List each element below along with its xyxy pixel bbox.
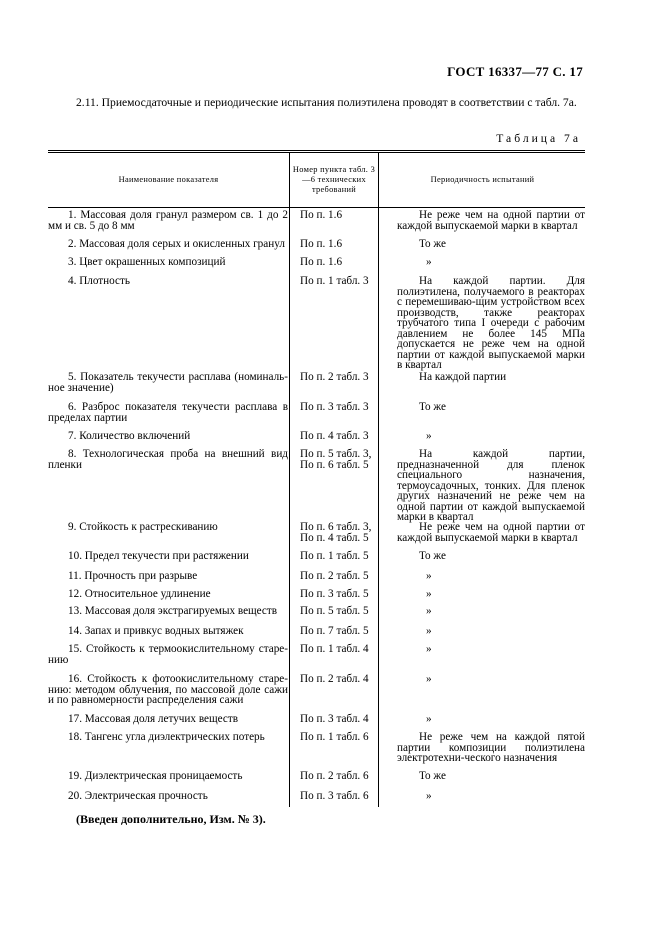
row-clause: По п. 3 табл. 6 — [300, 790, 369, 802]
row-periodicity: Не реже чем на каждой пятой партии композиции полиэтилена электротехни-ческого назначения — [397, 731, 585, 764]
row-indicator: 8. Технологическая проба на внешний вид пленки — [48, 448, 288, 471]
row-clause: По п. 3 табл. 4 — [300, 713, 369, 725]
row-periodicity: » — [426, 256, 432, 268]
row-periodicity: » — [426, 673, 432, 685]
row-indicator: 7. Количество включений — [68, 430, 191, 442]
row-clause: По п. 2 табл. 5 — [300, 570, 369, 582]
table-caption: Таблица 7а — [496, 132, 581, 145]
row-indicator: 13. Массовая доля экстрагируемых веществ — [68, 605, 278, 617]
column-header-periodicity: Периодичность испытаний — [430, 175, 535, 184]
row-clause: По п. 4 табл. 3 — [300, 430, 369, 442]
row-clause: По п. 1.6 — [300, 256, 343, 268]
row-periodicity: » — [426, 588, 432, 600]
row-indicator: 15. Стойкость к термоокислительному старе-нию — [48, 643, 288, 666]
row-periodicity: Не реже чем на одной партии от каждой выпускаемой марки в квартал — [397, 521, 585, 544]
column-header-clause: Номер пункта табл. 3—6 технических требований — [292, 165, 376, 194]
row-indicator: 14. Запах и привкус водных вытяжек — [68, 625, 244, 637]
row-indicator: 20. Электрическая прочность — [68, 790, 208, 802]
row-indicator: 6. Разброс показателя текучести расплава в пределах партии — [48, 401, 288, 424]
row-periodicity: » — [426, 430, 432, 442]
row-periodicity: На каждой партии. Для полиэтилена, получаемого в реакторах с перемешиваю-щим устройством всех производств, также реакторах трубчатого типа I очереди с рабочим давлением не более 145 МПа допускается не реже чем на одной партии от каждой выпускаемой марки в квартал — [397, 275, 585, 371]
row-clause: По п. 3 табл. 3 — [300, 401, 369, 413]
row-clause: По п. 7 табл. 5 — [300, 625, 369, 637]
row-periodicity: » — [426, 790, 432, 802]
row-periodicity: » — [426, 625, 432, 637]
intro-paragraph: 2.11. Приемосдаточные и периодические испытания полиэтилена проводят в соответствии с табл. 7а. — [76, 96, 577, 109]
page-header: ГОСТ 16337—77 С. 17 — [447, 64, 583, 79]
row-clause: По п. 1 табл. 6 — [300, 731, 369, 743]
row-clause: По п. 1 табл. 5 — [300, 550, 369, 562]
body-divider-2 — [378, 207, 379, 807]
row-indicator: 19. Диэлектрическая проницаемость — [68, 770, 243, 782]
row-indicator: 12. Относительное удлинение — [68, 588, 211, 600]
row-periodicity: » — [426, 713, 432, 725]
row-indicator: 5. Показатель текучести расплава (номиналь-ное значение) — [48, 371, 288, 394]
row-periodicity: То же — [419, 238, 446, 250]
row-clause: По п. 5 табл. 5 — [300, 605, 369, 617]
row-clause: По п. 1.6 — [300, 209, 343, 221]
row-periodicity: » — [426, 570, 432, 582]
row-periodicity: То же — [419, 770, 446, 782]
row-periodicity: На каждой партии, предназначенной для пленок специального назначения, термоусадочных, тонких. Для пленок других назначений не реже чем на одной партии от каждой выпускаемой марки в квартал — [397, 448, 585, 523]
row-indicator: 2. Массовая доля серых и окисленных гранул — [68, 238, 285, 250]
row-indicator: 17. Массовая доля летучих веществ — [68, 713, 238, 725]
row-indicator: 11. Прочность при разрыве — [68, 570, 198, 582]
row-clause: По п. 3 табл. 5 — [300, 588, 369, 600]
row-clause: По п. 2 табл. 4 — [300, 673, 369, 685]
amendment-note: (Введен дополнительно, Изм. № 3). — [76, 812, 266, 826]
header-bottom-rule — [48, 207, 585, 208]
header-divider-2 — [378, 152, 379, 208]
row-indicator: 10. Предел текучести при растяжении — [68, 550, 249, 562]
row-clause: По п. 5 табл. 3, По п. 6 табл. 5 — [300, 448, 372, 471]
row-periodicity: Не реже чем на одной партии от каждой выпускаемой марки в квартал — [397, 209, 585, 232]
header-divider-1 — [289, 152, 290, 208]
row-indicator: 1. Массовая доля гранул размером св. 1 до 2 мм и св. 5 до 8 мм — [48, 209, 288, 232]
row-periodicity: То же — [419, 401, 446, 413]
row-clause: По п. 6 табл. 3, По п. 4 табл. 5 — [300, 521, 372, 544]
row-indicator: 4. Плотность — [68, 275, 131, 287]
row-clause: По п. 1 табл. 4 — [300, 643, 369, 655]
row-indicator: 9. Стойкость к растрескиванию — [68, 521, 218, 533]
column-header-indicator: Наименование показателя — [118, 175, 219, 184]
row-periodicity: » — [426, 605, 432, 617]
row-indicator: 18. Тангенс угла диэлектрических потерь — [68, 731, 265, 743]
row-indicator: 16. Стойкость к фотоокислительному старе-нию: методом облучения, по массовой доле сажи и по равномерности распределения сажи — [48, 673, 288, 706]
row-indicator: 3. Цвет окрашенных композиций — [68, 256, 226, 268]
row-clause: По п. 2 табл. 6 — [300, 770, 369, 782]
row-periodicity: То же — [419, 550, 446, 562]
row-periodicity: » — [426, 643, 432, 655]
row-periodicity: На каждой партии — [419, 371, 507, 383]
row-clause: По п. 1 табл. 3 — [300, 275, 369, 287]
row-clause: По п. 2 табл. 3 — [300, 371, 369, 383]
body-divider-1 — [289, 207, 290, 807]
row-clause: По п. 1.6 — [300, 238, 343, 250]
